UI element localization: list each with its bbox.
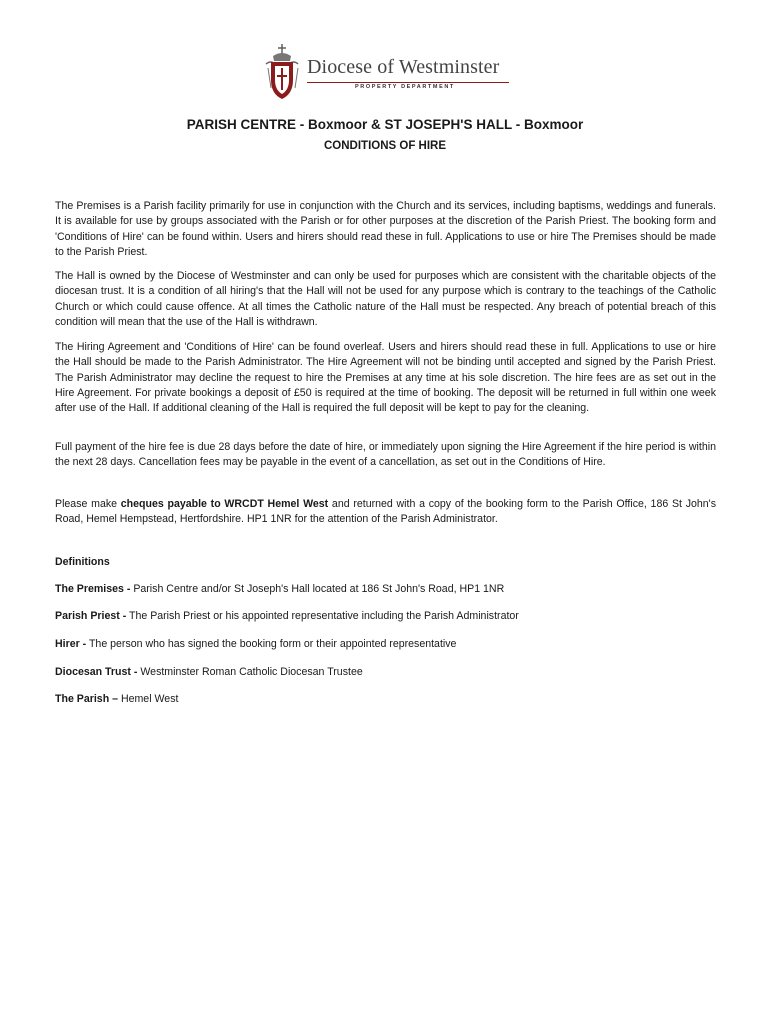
paragraph-cheques [55,497,716,528]
cheque-payee: cheques payable to WRCDT Hemel West [120,498,329,510]
definition-item [55,693,178,705]
diocese-logo [263,42,513,104]
definitions-heading: Definitions [55,556,110,568]
definition-term: The Premises - [55,583,131,595]
definition-text: Parish Centre and/or St Joseph's Hall located at 186 St John's Road, HP1 1NR [130,583,505,595]
paragraph-ownership: The Hall is owned by the Diocese of Westminster and can only be used for purposes which are consistent with the charitable objects of the diocesan trust. It is a condition of all hiring's that the Hall will not be used for any purpose which is contrary to the teachings of the Catholic Church or which could cause offence. At all times the Catholic nature of the Hall must be respected. Any breach of potential breach of this condition will mean that the use of the Hall is withdrawn. [55,270,716,328]
cheque-prefix: Please make [55,498,121,510]
logo-divider [307,82,509,83]
definition-text: The Parish Priest or his appointed representative including the Parish Administrator [126,610,519,622]
definition-item [55,610,519,622]
paragraph-premises: The Premises is a Parish facility primarily for use in conjunction with the Church and its services, including baptisms, weddings and funerals. It is available for use by groups associated with the Parish or for other purposes at the discretion of the Parish Priest. The booking form and 'Conditions of Hire' can be found within. Users and hirers should read these in full. Applications to use or hire The Premises should be made to the Parish Priest. [55,200,716,258]
definition-term: Parish Priest - [55,610,127,622]
paragraph-hiring-agreement: The Hiring Agreement and 'Conditions of Hire' can be found overleaf. Users and hirers should read these in full. Applications to use or hire the Hall should be made to the Parish Administrator. The Hire Agreement will not be binding until accepted and signed by the Parish Priest. The Parish Administrator may decline the request to hire the Premises at any time at his sole discretion. The hire fees are as set out in the Hire Agreement. For private bookings a deposit of £50 is required at the time of booking. The deposit will be returned in full within one week after use of the Hall. If additional cleaning of the Hall is required the full deposit will be kept to pay for the cleaning. [55,341,716,415]
document-subtitle: CONDITIONS OF HIRE [323,140,447,152]
definition-item [55,666,363,678]
coat-of-arms-icon [263,42,303,104]
document-title: PARISH CENTRE - Boxmoor & ST JOSEPH'S HALL - Boxmoor [186,117,584,132]
definition-term: Hirer - [55,638,87,650]
logo-subtitle: PROPERTY DEPARTMENT [355,84,455,90]
paragraph-payment-terms: Full payment of the hire fee is due 28 days before the date of hire, or immediately upon signing the Hire Agreement if the hire period is within the next 28 days. Cancellation fees may be payable in the event of a cancellation, as set out in the Conditions of Hire. [55,441,716,469]
definition-item [55,583,504,595]
definition-item [55,638,456,650]
definition-text: Hemel West [118,693,179,705]
definition-term: The Parish – [55,693,118,705]
definition-text: Westminster Roman Catholic Diocesan Trustee [137,666,363,678]
definition-text: The person who has signed the booking form or their appointed representative [86,638,457,650]
definition-term: Diocesan Trust - [55,666,138,678]
cheque-suffix: and returned with a copy of the booking form to the Parish Office, 186 St John's Road, Hemel Hempstead, Hertfordshire. HP1 1NR for the attention of the Parish Administrator. [55,498,716,526]
logo-title: Diocese of Westminster [307,56,500,78]
